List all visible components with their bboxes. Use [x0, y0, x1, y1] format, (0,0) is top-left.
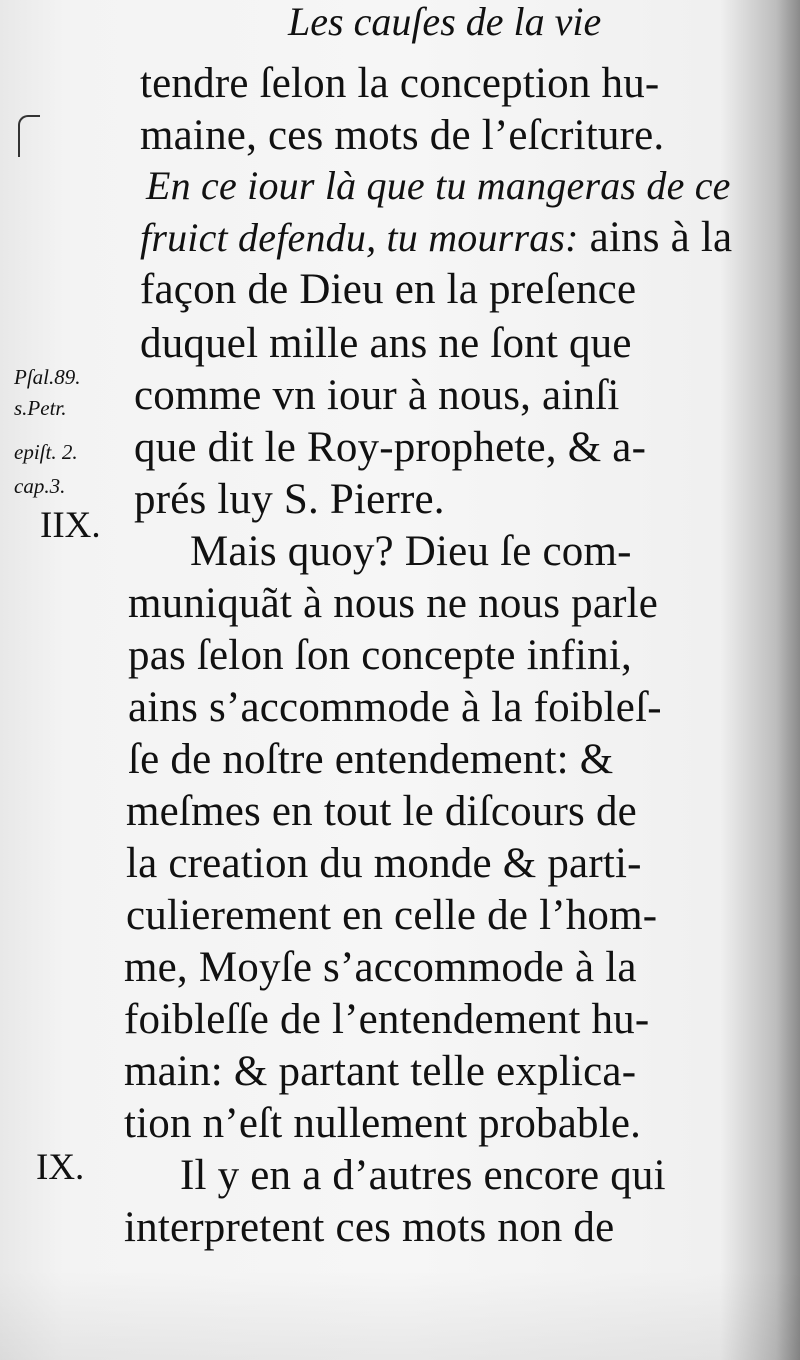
text-line: la creation du monde & parti- — [126, 840, 642, 887]
margin-note-psalm: Pſal.89. — [14, 365, 81, 389]
line-continuation: ains à la — [578, 214, 733, 261]
italic-quote: fruict defendu, tu mourras: — [140, 215, 579, 260]
ink-mark — [18, 115, 40, 157]
text-line-italic: En ce iour là que tu mangeras de ce — [146, 163, 731, 208]
text-line: Il y en a d’autres encore qui — [180, 1152, 666, 1199]
margin-note-peter: s.Petr. — [14, 396, 67, 420]
text-line: tendre ſelon la conception hu- — [140, 60, 660, 107]
text-line: foibleſſe de l’entendement hu- — [124, 996, 650, 1043]
running-head: Les cauſes de la vie — [288, 0, 602, 44]
margin-note-epistle: epiſt. 2. — [14, 440, 78, 464]
text-line: main: & partant telle explica- — [124, 1048, 637, 1095]
section-number-iix: IIX. — [40, 505, 101, 546]
text-line: comme vn iour à nous, ainſi — [134, 372, 620, 419]
text-line: ains s’accommode à la foibleſ- — [128, 684, 662, 731]
text-line: ſe de noſtre entendement: & — [128, 736, 614, 783]
page-shadow — [0, 1270, 800, 1360]
section-number-ix: IX. — [36, 1147, 85, 1188]
text-line: Mais quoy? Dieu ſe com- — [190, 528, 632, 575]
text-line: pas ſelon ſon concepte infini, — [128, 632, 632, 679]
margin-note-chapter: cap.3. — [14, 474, 66, 498]
text-line: que dit le Roy-prophete, & a- — [134, 424, 647, 471]
text-line: maine, ces mots de l’eſcriture. — [140, 112, 665, 159]
text-line: meſmes en tout le diſcours de — [126, 788, 637, 835]
text-line: duquel mille ans ne ſont que — [140, 320, 632, 367]
text-line: me, Moyſe s’accommode à la — [124, 944, 637, 991]
text-line: prés luy S. Pierre. — [134, 476, 445, 523]
text-line: tion n’eſt nullement probable. — [124, 1100, 642, 1147]
text-line: culierement en celle de l’hom- — [126, 892, 658, 939]
text-line: muniquãt à nous ne nous parle — [128, 580, 659, 627]
text-line: interpretent ces mots non de — [124, 1204, 615, 1251]
text-line — [140, 212, 732, 264]
text-line: façon de Dieu en la preſence — [140, 266, 637, 313]
